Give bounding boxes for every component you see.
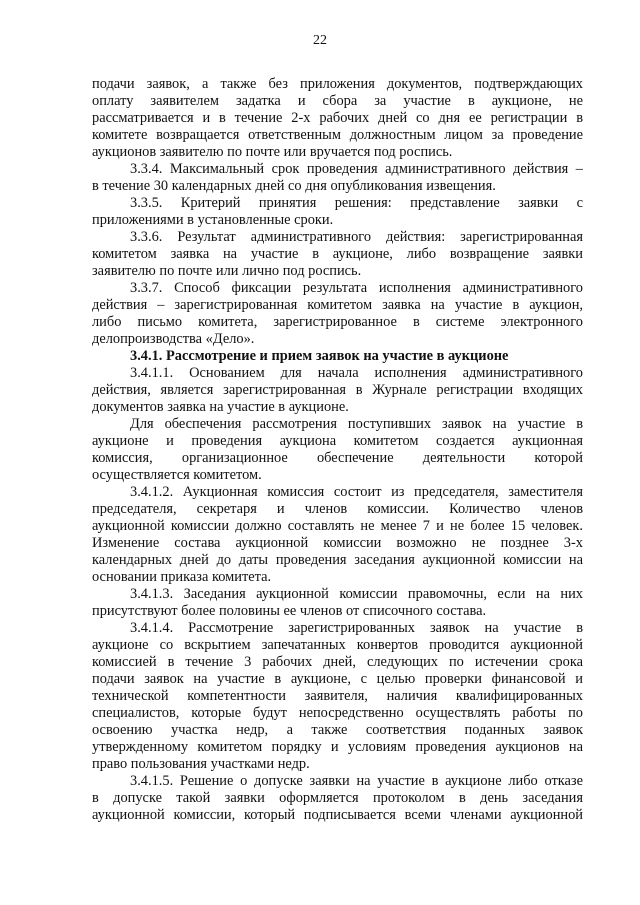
text-line: 3.4.1.2. Аукционная комиссия состоит из председателя, заместителя: [130, 484, 583, 500]
paragraph: [92, 586, 583, 620]
text-line: документов заявка на участие в аукционе.: [92, 399, 349, 415]
page-number: 22: [313, 33, 327, 48]
text-line: 3.3.6. Результат административного действия: зарегистрированная: [130, 229, 583, 245]
text-line: рассматривается и в течение 2-х рабочих дней со дня ее регистрации в: [92, 110, 583, 126]
text-line: в течение 30 календарных дней со дня опубликования извещения.: [92, 178, 496, 194]
text-line: аукционов заявителю по почте или вручается под роспись.: [92, 144, 453, 160]
paragraph: [92, 161, 583, 195]
text-line: 3.3.5. Критерий принятия решения: представление заявки с: [130, 195, 583, 211]
text-line: 3.3.4. Максимальный срок проведения административного действия –: [130, 161, 583, 177]
text-line: технической компетентности заявителя, наличия квалифицированных: [92, 688, 583, 704]
text-line: заявителю по почте или лично под роспись.: [92, 263, 362, 279]
text-line: освоению участка недр, а также соответствия поданных заявок: [92, 722, 583, 738]
section-heading: [92, 348, 583, 365]
text-line: подачи заявок на участие в аукционе, с целью проверки финансовой и: [92, 671, 583, 687]
text-line: комитетом заявка на участие в аукционе, либо возвращение заявки: [92, 246, 583, 262]
text-line: осуществляется комитетом.: [92, 467, 262, 483]
paragraph: [92, 280, 583, 348]
text-line: 3.4.1.3. Заседания аукционной комиссии правомочны, если на них: [130, 586, 583, 602]
paragraph: [92, 76, 583, 161]
paragraph: [92, 416, 583, 484]
paragraph: [92, 229, 583, 280]
text-line: 3.4.1.1. Основанием для начала исполнения административного: [130, 365, 583, 381]
paragraph: [92, 195, 583, 229]
text-line: присутствуют более половины ее членов от списочного состава.: [92, 603, 487, 619]
paragraph: [92, 773, 583, 824]
paragraph: [92, 620, 583, 773]
text-line: календарных дней до даты проведения заседания аукционной комиссии на: [92, 552, 583, 568]
text-line: в допуске такой заявки оформляется протоколом в день заседания: [92, 790, 583, 806]
text-line: действия – зарегистрированная комитетом заявка на участие в аукцион,: [92, 297, 583, 313]
text-line: оплату заявителем задатка и сбора за участие в аукционе, не: [92, 93, 583, 109]
text-line: право пользования участками недр.: [92, 756, 310, 772]
text-line: Для обеспечения рассмотрения поступивших заявок на участие в: [130, 416, 583, 432]
text-line: комиссия, организационное обеспечение деятельности которой: [92, 450, 583, 466]
text-line: аукционе со вскрытием запечатанных конвертов проводится аукционной: [92, 637, 583, 653]
text-line: 3.3.7. Способ фиксации результата исполнения административного: [130, 280, 583, 296]
text-line: аукционной комиссии должно составлять не менее 7 и не более 15 человек.: [92, 518, 583, 534]
paragraph: [92, 484, 583, 586]
text-line: подачи заявок, а также без приложения документов, подтверждающих: [92, 76, 583, 92]
text-line: аукционной комиссии, который подписывается всеми членами аукционной: [92, 807, 583, 823]
text-line: комиссией в течение 3 рабочих дней, следующих по истечении срока: [92, 654, 583, 670]
heading-line: 3.4.1. Рассмотрение и прием заявок на участие в аукционе: [130, 348, 509, 364]
text-line: основании приказа комитета.: [92, 569, 272, 585]
text-line: утвержденному комитетом порядку и условиям проведения аукционов на: [92, 739, 583, 755]
text-line: приложениями в установленные сроки.: [92, 212, 334, 228]
text-line: председателя, секретаря и членов комиссии. Количество членов: [92, 501, 583, 517]
text-line: 3.4.1.4. Рассмотрение зарегистрированных заявок на участие в: [130, 620, 583, 636]
text-line: аукционе и проведения аукциона комитетом создается аукционная: [92, 433, 583, 449]
text-line: либо письмо комитета, зарегистрированное в системе электронного: [92, 314, 583, 330]
text-line: 3.4.1.5. Решение о допуске заявки на участие в аукционе либо отказе: [130, 773, 583, 789]
text-line: Изменение состава аукционной комиссии возможно не позднее 3-х: [92, 535, 583, 551]
text-line: действия, является зарегистрированная в Журнале регистрации входящих: [92, 382, 583, 398]
paragraph: [92, 365, 583, 416]
text-line: делопроизводства «Дело».: [92, 331, 255, 347]
text-line: специалистов, которые будут непосредственно осуществлять работы по: [92, 705, 583, 721]
document-body: [92, 76, 583, 824]
text-line: комитете возвращается ответственным должностным лицом за проведение: [92, 127, 583, 143]
